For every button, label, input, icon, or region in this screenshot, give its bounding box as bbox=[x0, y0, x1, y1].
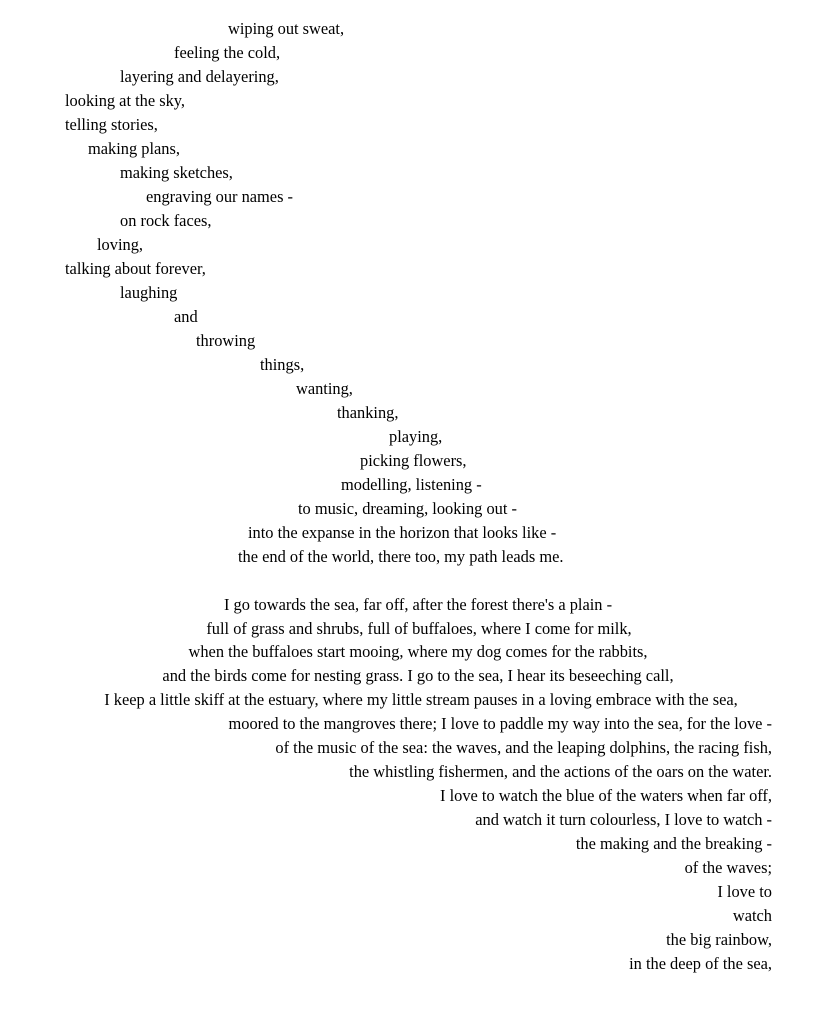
poem-line: and the birds come for nesting grass. I go to the sea, I hear its beseeching call, bbox=[162, 666, 674, 685]
poem-line: playing, bbox=[389, 427, 443, 446]
poem-line: engraving our names - bbox=[146, 187, 294, 206]
poem-line: telling stories, bbox=[65, 115, 158, 134]
poem-line: when the buffaloes start mooing, where my dog comes for the rabbits, bbox=[188, 642, 648, 661]
poem-line: and watch it turn colourless, I love to watch - bbox=[475, 810, 772, 829]
poem-line: loving, bbox=[97, 235, 143, 254]
poem-line: on rock faces, bbox=[120, 211, 212, 230]
poem-line: picking flowers, bbox=[360, 451, 467, 470]
poem-line: laughing bbox=[120, 283, 178, 302]
poem-line: moored to the mangroves there; I love to paddle my way into the sea, for the love - bbox=[228, 714, 772, 733]
poem-line: into the expanse in the horizon that looks like - bbox=[248, 523, 557, 542]
poem-line: I love to watch the blue of the waters when far off, bbox=[440, 786, 772, 805]
poem-line: modelling, listening - bbox=[341, 475, 482, 494]
poem-line: to music, dreaming, looking out - bbox=[298, 499, 517, 518]
poem-line: looking at the sky, bbox=[65, 91, 186, 110]
poem-line: of the music of the sea: the waves, and the leaping dolphins, the racing fish, bbox=[275, 738, 772, 757]
poem-line: talking about forever, bbox=[65, 259, 206, 278]
poem-line: making sketches, bbox=[120, 163, 233, 182]
poem-line: things, bbox=[260, 355, 305, 374]
poem-line: of the waves; bbox=[684, 858, 772, 877]
poem-line: wiping out sweat, bbox=[228, 19, 345, 38]
poem-line: I keep a little skiff at the estuary, where my little stream pauses in a loving embrace with the sea, bbox=[104, 690, 738, 709]
poem-line: I love to bbox=[717, 882, 772, 901]
poem-line: thanking, bbox=[337, 403, 399, 422]
poem-line: in the deep of the sea, bbox=[629, 954, 772, 973]
poem-line: the whistling fishermen, and the actions of the oars on the water. bbox=[349, 762, 772, 781]
poem-line: full of grass and shrubs, full of buffaloes, where I come for milk, bbox=[206, 619, 632, 638]
poem-line: watch bbox=[732, 906, 772, 925]
poem-line: wanting, bbox=[296, 379, 353, 398]
poem-line: the making and the breaking - bbox=[575, 834, 772, 853]
poem-line: I go towards the sea, far off, after the forest there's a plain - bbox=[223, 595, 613, 614]
poem-line: the end of the world, there too, my path leads me. bbox=[238, 547, 564, 566]
poem-line: throwing bbox=[196, 331, 256, 350]
poem-line: feeling the cold, bbox=[174, 43, 281, 62]
poem-line: the big rainbow, bbox=[666, 930, 772, 949]
poem-line: making plans, bbox=[88, 139, 180, 158]
poem-line: layering and delayering, bbox=[120, 67, 279, 86]
poem-line: and bbox=[174, 307, 198, 326]
